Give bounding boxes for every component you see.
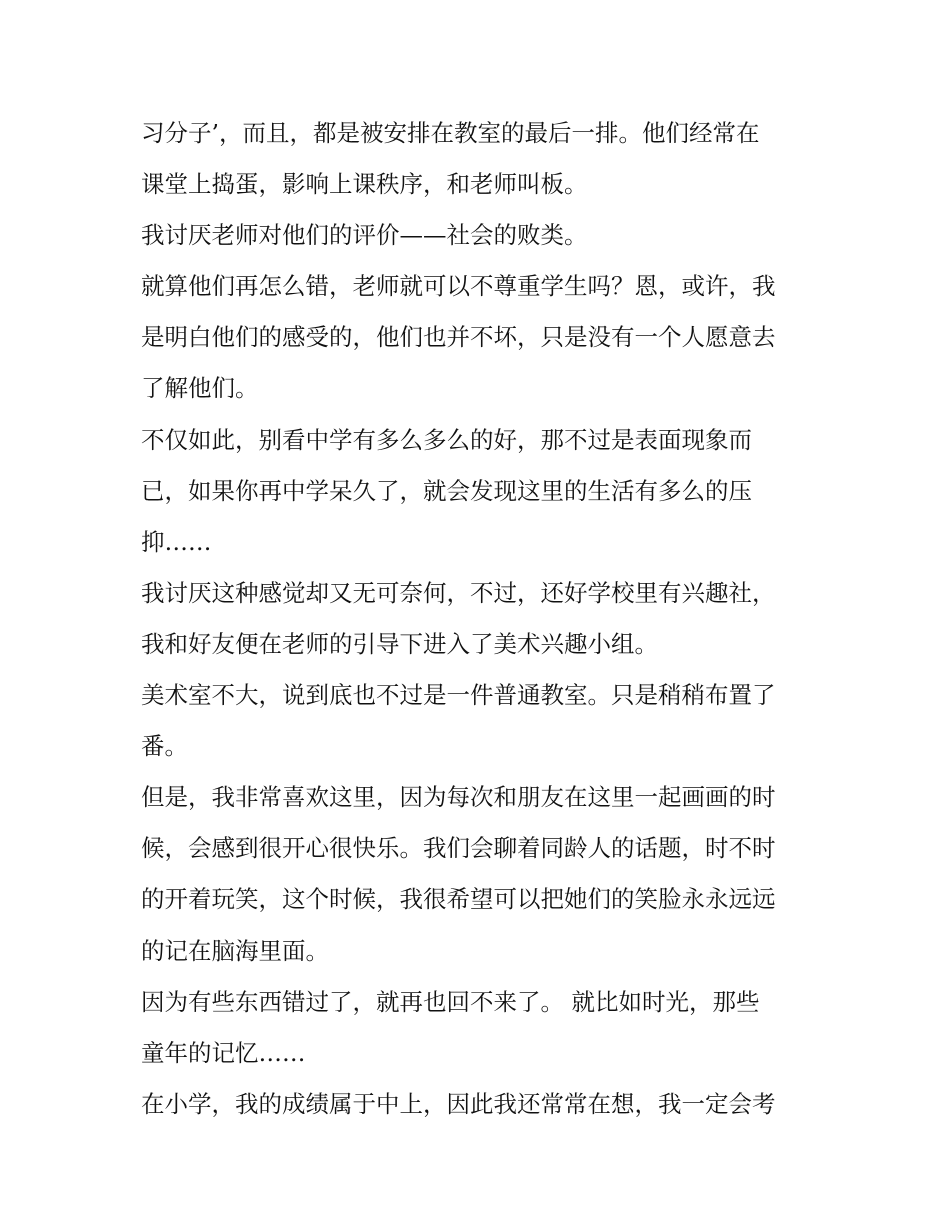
text-line: 的记在脑海里面。 (141, 936, 329, 965)
text-line: 童年的记忆…… (141, 1038, 306, 1067)
text-line: 不仅如此，别看中学有多么多么的好，那不过是表面现象而 (141, 425, 752, 454)
text-line: 我讨厌这种感觉却又无可奈何，不过，还好学校里有兴趣社， (141, 578, 776, 607)
text-line: 我和好友便在老师的引导下进入了美术兴趣小组。 (141, 629, 658, 658)
text-line: 美术室不大，说到底也不过是一件普通教室。只是稍稍布置了 (141, 681, 776, 710)
text-line: 课堂上捣蛋，影响上课秩序，和老师叫板。 (141, 170, 588, 199)
text-line: 但是，我非常喜欢这里，因为每次和朋友在这里一起画画的时 (141, 783, 776, 812)
text-line: 是明白他们的感受的，他们也并不坏，只是没有一个人愿意去 (141, 323, 776, 352)
text-line: 因为有些东西错过了，就再也回不来了。 就比如时光，那些 (141, 987, 760, 1016)
text-line: 就算他们再怎么错，老师就可以不尊重学生吗？恩，或许，我 (141, 272, 776, 301)
body-text (141, 108, 821, 1130)
text-line: 了解他们。 (141, 374, 259, 403)
text-line: 番。 (141, 732, 188, 761)
text-line: 在小学，我的成绩属于中上，因此我还常常在想，我一定会考 (141, 1089, 776, 1118)
text-line: 我讨厌老师对他们的评价——社会的败类。 (141, 221, 588, 250)
text-line: 的开着玩笑，这个时候，我很希望可以把她们的笑脸永永远远 (141, 885, 776, 914)
text-line: 已，如果你再中学呆久了，就会发现这里的生活有多么的压 (141, 476, 752, 505)
text-line: 候，会感到很开心很快乐。我们会聊着同龄人的话题，时不时 (141, 834, 776, 863)
text-line: 抑…… (141, 527, 212, 556)
text-line: 习分子’，而且，都是被安排在教室的最后一排。他们经常在 (141, 119, 760, 147)
